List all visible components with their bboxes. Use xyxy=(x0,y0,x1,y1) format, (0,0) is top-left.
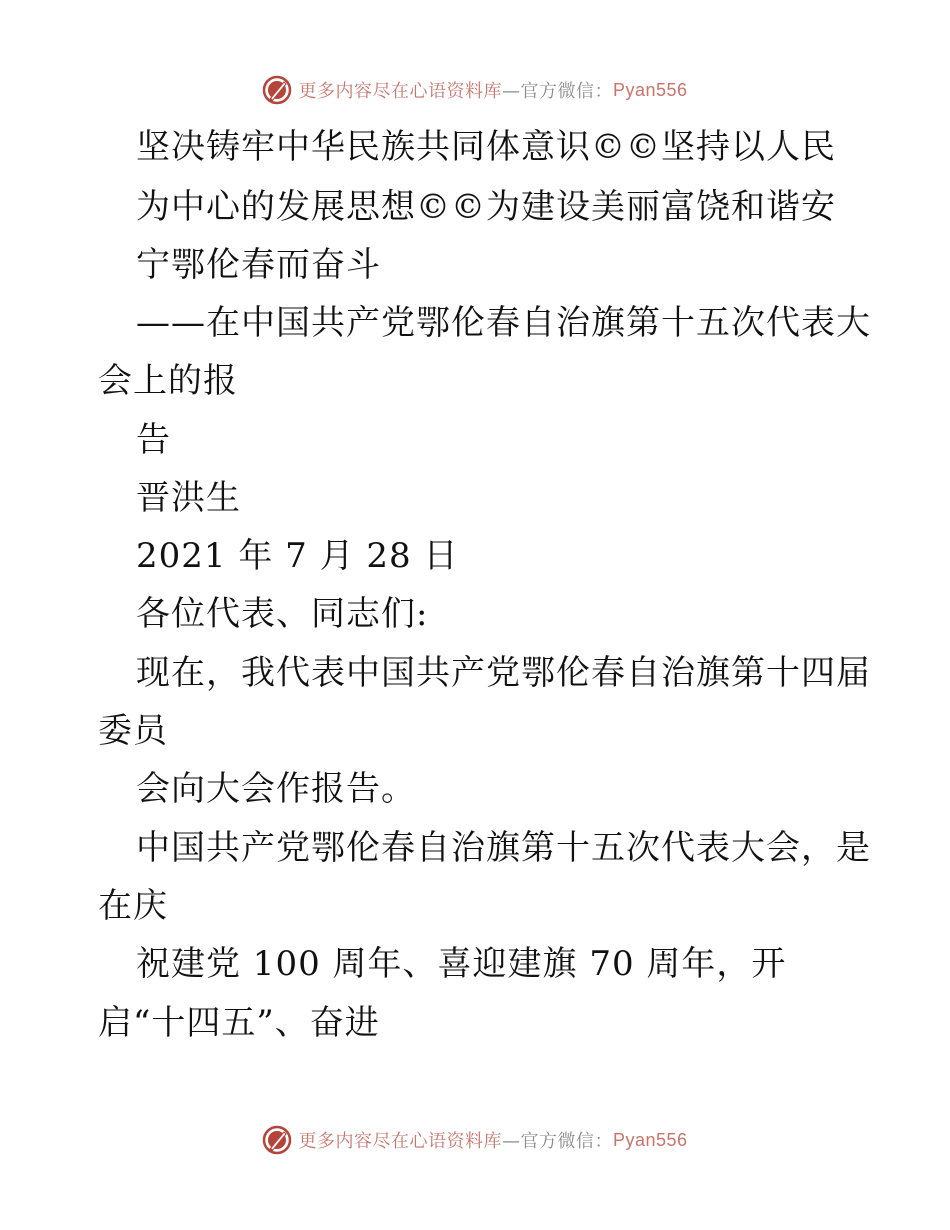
banner-separator-text: —官方微信： xyxy=(501,81,613,102)
paragraph-1-line-3: 会向大会作报告。 xyxy=(136,769,416,809)
subtitle-line-2: 会上的报 xyxy=(98,361,238,401)
paragraph-2-line-1: 中国共产党鄂伦春自治旗第十五次代表大会，是 xyxy=(136,828,871,868)
paragraph-1-line-1: 现在，我代表中国共产党鄂伦春自治旗第十四届 xyxy=(136,653,871,693)
banner-wechat-id: Pyan556 xyxy=(612,1129,688,1150)
paragraph-2-line-3: 祝建党 100 周年、喜迎建旗 70 周年，开 xyxy=(136,944,787,984)
title-line-3: 宁鄂伦春而奋斗 xyxy=(136,245,381,285)
subtitle-line-1: ——在中国共产党鄂伦春自治旗第十五次代表大 xyxy=(136,303,871,343)
paragraph-2-line-4: 启“十四五”、奋进 xyxy=(98,1003,380,1043)
report-date: 2021 年 7 月 28 日 xyxy=(136,536,459,576)
pen-logo-icon xyxy=(262,1125,292,1155)
title-line-1: 坚决铸牢中华民族共同体意识©©坚持以人民 xyxy=(136,127,836,167)
author-name: 晋洪生 xyxy=(136,478,241,518)
salutation: 各位代表、同志们: xyxy=(136,594,429,634)
banner-main-text: 更多内容尽在心语资料库 xyxy=(298,81,502,102)
banner-separator-text: —官方微信： xyxy=(501,1131,613,1152)
paragraph-2-line-2: 在庆 xyxy=(98,886,168,926)
title-line-2: 为中心的发展思想©©为建设美丽富饶和谐安 xyxy=(136,187,836,227)
subtitle-line-3: 告 xyxy=(136,420,171,460)
paragraph-1-line-2: 委员 xyxy=(98,711,168,751)
banner-main-text: 更多内容尽在心语资料库 xyxy=(298,1131,502,1152)
banner-wechat-id: Pyan556 xyxy=(612,79,688,100)
footer-banner xyxy=(0,1120,950,1160)
